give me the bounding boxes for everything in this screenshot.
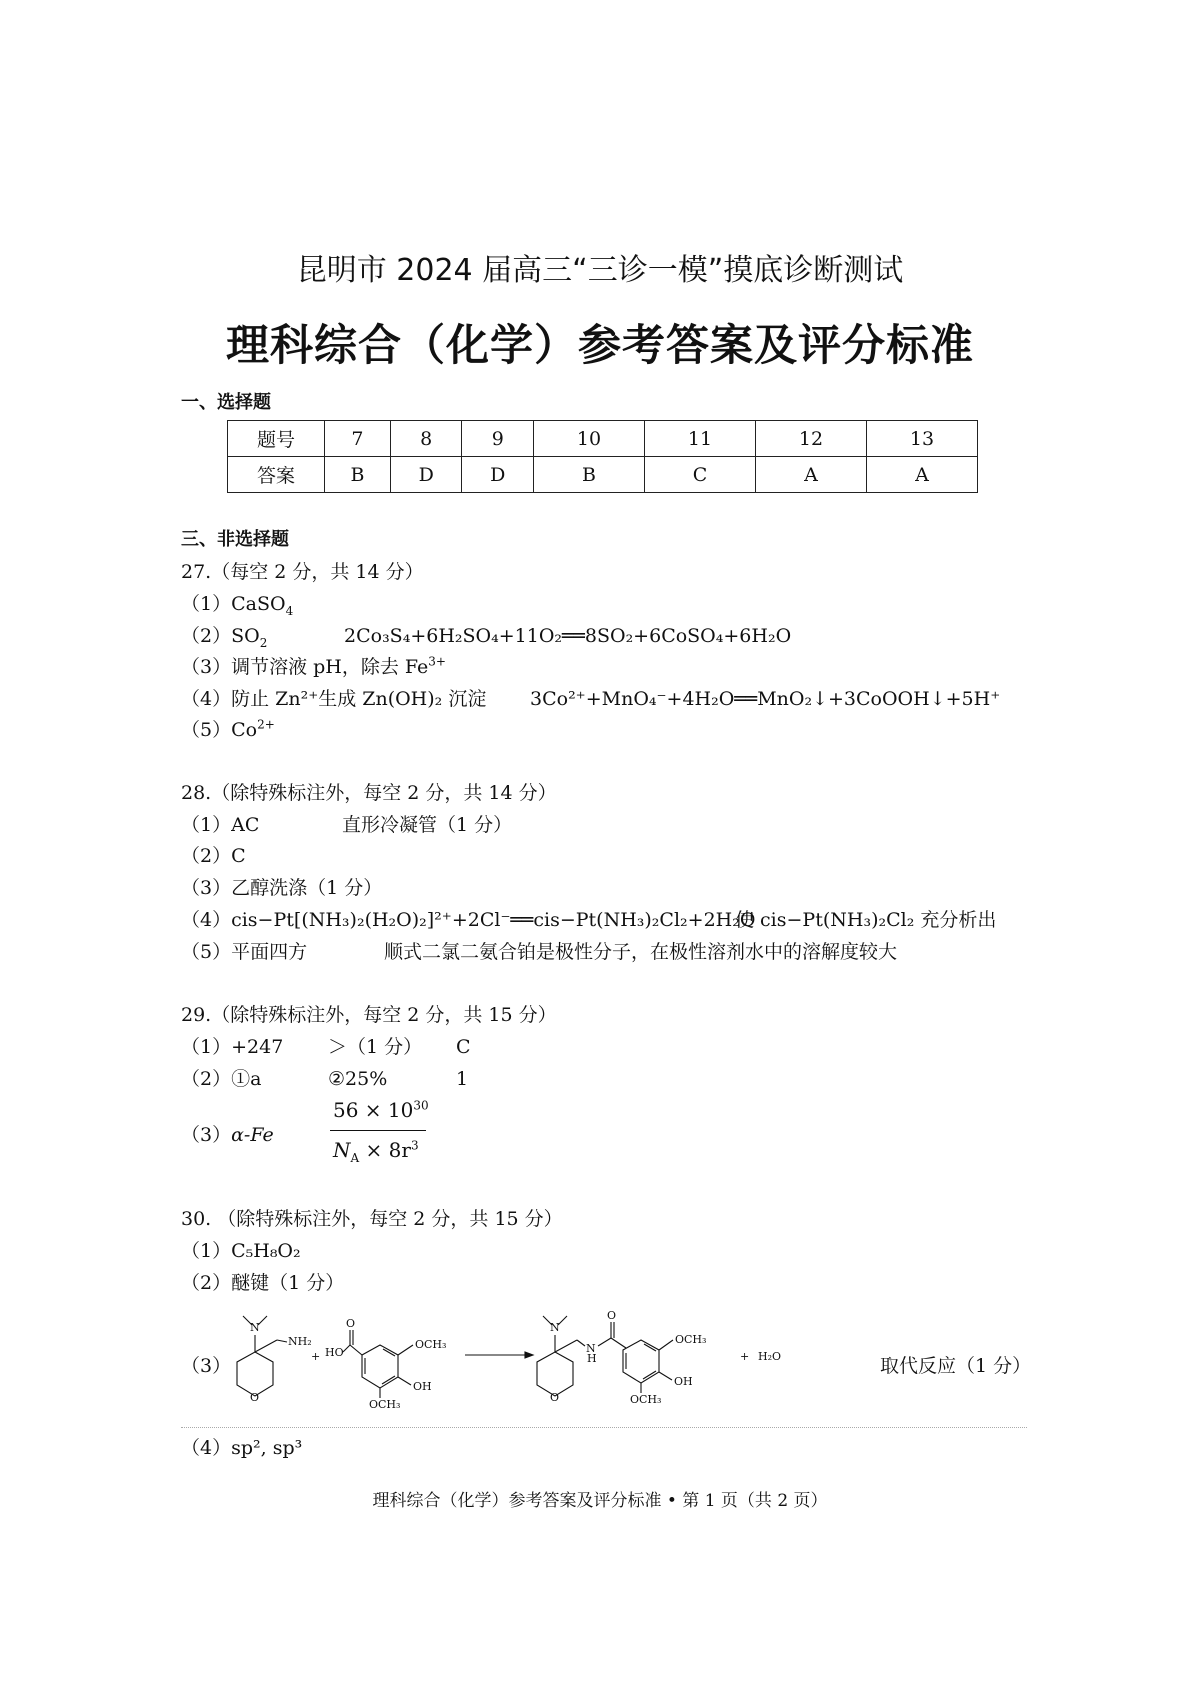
table-cell: C bbox=[645, 457, 756, 493]
q28-line-3: （3）乙醇洗涤（1 分） bbox=[181, 877, 383, 899]
q29-heading: 29.（除特殊标注外，每空 2 分，共 15 分） bbox=[181, 1004, 557, 1026]
table-cell: A bbox=[755, 457, 866, 493]
section-1-title: 一、选择题 bbox=[181, 392, 271, 413]
q30-heading: 30. （除特殊标注外，每空 2 分，共 15 分） bbox=[181, 1208, 563, 1230]
q27-line-1: （1）CaSO$_4$ bbox=[181, 593, 294, 618]
label-n-2: N bbox=[550, 1321, 560, 1334]
q30-line-3-type: 取代反应（1 分） bbox=[880, 1355, 1032, 1377]
q28-line-1-b: 直形冷凝管（1 分） bbox=[342, 814, 513, 836]
q28-line-5-b: 顺式二氯二氨合铂是极性分子，在极性溶剂水中的溶解度较大 bbox=[384, 941, 898, 963]
q28-line-4-b: 使 cis−Pt(NH₃)₂Cl₂ 充分析出 bbox=[735, 909, 997, 931]
q28-line-1: （1）AC bbox=[181, 814, 260, 836]
table-cell: 11 bbox=[645, 421, 756, 457]
q30-line-4: （4）sp², sp³ bbox=[181, 1437, 303, 1459]
label-o-1: O bbox=[250, 1391, 260, 1404]
table-header-cell: 题号 bbox=[228, 421, 325, 457]
q28-line-5: （5）平面四方 bbox=[181, 941, 308, 963]
label-och3-2: OCH₃ bbox=[369, 1398, 401, 1411]
label-carbonyl-o-1: O bbox=[346, 1317, 356, 1330]
table-row bbox=[228, 457, 978, 493]
benzene-ring-2 bbox=[623, 1340, 659, 1383]
q28-line-2: （2）C bbox=[181, 845, 246, 867]
q27-heading: 27.（每空 2 分，共 14 分） bbox=[181, 561, 424, 583]
reaction-scheme bbox=[215, 1300, 865, 1425]
table-cell: 10 bbox=[534, 421, 645, 457]
table-cell: 12 bbox=[755, 421, 866, 457]
table-row bbox=[228, 421, 978, 457]
table-cell: 7 bbox=[325, 421, 391, 457]
page-footer: 理科综合（化学）参考答案及评分标准 • 第 1 页（共 2 页） bbox=[372, 1491, 828, 1511]
table-cell: A bbox=[866, 457, 977, 493]
table-cell: 9 bbox=[462, 421, 534, 457]
label-oh-1: OH bbox=[413, 1380, 432, 1393]
label-och3-4: OCH₃ bbox=[630, 1393, 662, 1406]
doc-title: 理科综合（化学）参考答案及评分标准 bbox=[226, 321, 974, 371]
table-cell: 8 bbox=[390, 421, 462, 457]
label-water: H₂O bbox=[758, 1350, 782, 1363]
benzene-ring-1 bbox=[362, 1345, 398, 1388]
label-nh2: NH₂ bbox=[288, 1335, 312, 1348]
label-amide-n: N bbox=[586, 1342, 596, 1355]
divider bbox=[181, 1427, 1027, 1428]
label-n-1: N bbox=[250, 1321, 260, 1334]
q30-line-1: （1）C₅H₈O₂ bbox=[181, 1240, 301, 1262]
fraction-denominator: $N_A \times 8r^3$ bbox=[333, 1138, 419, 1165]
label-och3-3: OCH₃ bbox=[675, 1333, 707, 1346]
q27-line-2: $(2)SO_2$ bbox=[181, 625, 268, 650]
label-o-2: O bbox=[550, 1391, 560, 1404]
label-carbonyl-o-2: O bbox=[607, 1309, 617, 1322]
q29-line-1: （1）+247 bbox=[181, 1036, 284, 1058]
oxane-ring-1 bbox=[237, 1352, 273, 1396]
q29-line-2: （2）①a bbox=[181, 1068, 262, 1090]
q30-line-2: （2）醚键（1 分） bbox=[181, 1272, 345, 1294]
answer-table bbox=[227, 420, 978, 493]
table-header-cell: 答案 bbox=[228, 457, 325, 493]
q29-line-2-b: ②25% bbox=[328, 1068, 388, 1090]
label-oh-2: OH bbox=[674, 1375, 693, 1388]
label-och3-1: OCH₃ bbox=[415, 1338, 447, 1351]
section-3-title: 三、非选择题 bbox=[181, 529, 289, 550]
q28-line-4: （4）cis−Pt[(NH₃)₂(H₂O)₂]²⁺+2Cl⁻══cis−Pt(NH₃)₂Cl₂+2H₂O bbox=[181, 909, 756, 931]
q27-line-4: （4）防止 Zn²⁺生成 Zn(OH)₂ 沉淀 bbox=[181, 688, 487, 710]
oxane-ring-2 bbox=[537, 1352, 573, 1396]
fraction-numerator: $56 \times 10^{30}$ bbox=[333, 1098, 429, 1122]
label-amide-h: H bbox=[587, 1352, 597, 1365]
q27-line-4-equation: 3Co²⁺+MnO₄⁻+4H₂O══MnO₂↓+3CoOOH↓+5H⁺ bbox=[530, 688, 1001, 710]
density-fraction bbox=[330, 1098, 430, 1168]
q30-line-3-label: （3） bbox=[181, 1355, 232, 1377]
doc-subtitle: 昆明市 2024 届高三“三诊一模”摸底诊断测试 bbox=[296, 253, 904, 288]
table-cell: D bbox=[390, 457, 462, 493]
q29-line-1-b: ＞（1 分） bbox=[328, 1036, 423, 1058]
q28-heading: 28.（除特殊标注外，每空 2 分，共 14 分） bbox=[181, 782, 557, 804]
q29-line-3: （3）α-Fe bbox=[181, 1124, 274, 1146]
q29-line-2-c: 1 bbox=[456, 1068, 469, 1090]
table-cell: 13 bbox=[866, 421, 977, 457]
q27-line-5: $(5)Co^{2+}$ bbox=[181, 717, 275, 741]
q27-line-2-equation: 2Co₃S₄+6H₂SO₄+11O₂══8SO₂+6CoSO₄+6H₂O bbox=[344, 625, 792, 647]
table-cell: B bbox=[325, 457, 391, 493]
table-cell: B bbox=[534, 457, 645, 493]
q27-line-3: （3）调节溶液 pH，除去 $Fe^{3+}$ bbox=[181, 654, 446, 678]
label-ho: HO bbox=[325, 1346, 344, 1359]
table-cell: D bbox=[462, 457, 534, 493]
plus-sign-2: + bbox=[740, 1350, 750, 1363]
fraction-bar bbox=[330, 1130, 426, 1131]
q29-line-1-c: C bbox=[456, 1036, 471, 1058]
plus-sign-1: + bbox=[311, 1350, 321, 1363]
